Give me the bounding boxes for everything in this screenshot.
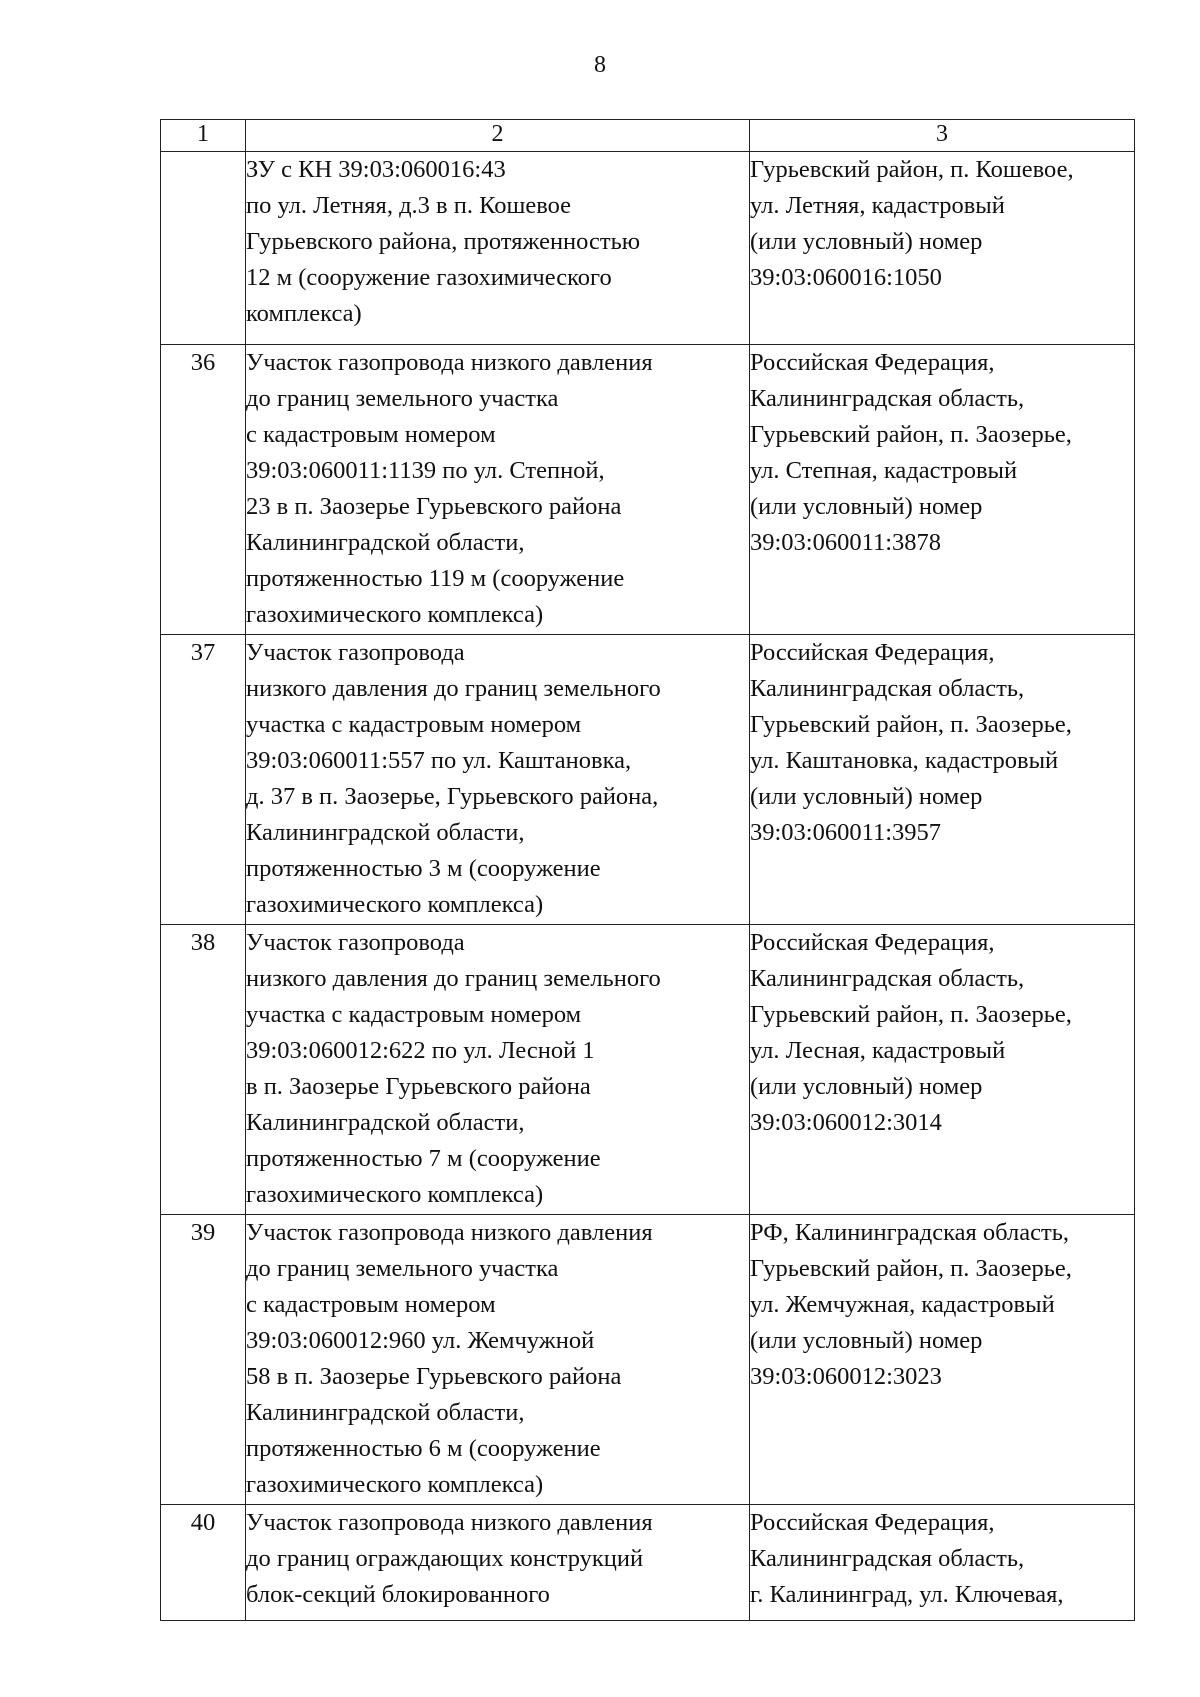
object-address xyxy=(750,345,1135,635)
description-line: 12 м (сооружение газохимического xyxy=(246,264,612,291)
address-line: ул. Лесная, кадастровый xyxy=(750,1037,1006,1064)
address-line: Российская Федерация, xyxy=(750,1509,995,1536)
table-row xyxy=(161,1505,1135,1621)
address-line: (или условный) номер xyxy=(750,228,983,255)
table-row xyxy=(161,152,1135,345)
address-line: Российская Федерация, xyxy=(750,639,995,666)
description-line: ЗУ с КН 39:03:060016:43 xyxy=(246,156,506,183)
address-line: (или условный) номер xyxy=(750,1073,983,1100)
object-address xyxy=(750,635,1135,925)
address-line: ул. Каштановка, кадастровый xyxy=(750,747,1059,774)
address-line: Калининградская область, xyxy=(750,965,1025,992)
object-address xyxy=(750,925,1135,1215)
address-line: РФ, Калининградская область, xyxy=(750,1219,1069,1246)
description-line: газохимического комплекса) xyxy=(246,601,544,628)
description-line: 39:03:060012:622 по ул. Лесной 1 xyxy=(246,1037,595,1064)
description-line: газохимического комплекса) xyxy=(246,891,544,918)
address-line: Гурьевский район, п. Заозерье, xyxy=(750,421,1072,448)
address-line: 39:03:060011:3957 xyxy=(750,819,942,846)
column-header-3: 3 xyxy=(750,120,1135,152)
address-line: Калининградская область, xyxy=(750,385,1025,412)
table-row xyxy=(161,345,1135,635)
address-line: (или условный) номер xyxy=(750,493,983,520)
description-line: до границ земельного участка xyxy=(246,1255,559,1282)
description-line: Участок газопровода xyxy=(246,929,465,956)
row-number: 38 xyxy=(161,925,246,1215)
description-line: Калининградской области, xyxy=(246,529,525,556)
address-line: Калининградская область, xyxy=(750,1545,1025,1572)
row-number: 37 xyxy=(161,635,246,925)
description-line: протяженностью 119 м (сооружение xyxy=(246,565,625,592)
address-line: Российская Федерация, xyxy=(750,929,995,956)
table-row xyxy=(161,635,1135,925)
registry-table xyxy=(160,119,1135,1621)
object-description xyxy=(246,1505,750,1621)
description-line: протяженностью 7 м (сооружение xyxy=(246,1145,601,1172)
description-line: участка с кадастровым номером xyxy=(246,1001,582,1028)
address-line: (или условный) номер xyxy=(750,1327,983,1354)
header-row xyxy=(161,120,1135,152)
address-line: 39:03:060016:1050 xyxy=(750,264,942,291)
address-line: 39:03:060011:3878 xyxy=(750,529,942,556)
description-line: низкого давления до границ земельного xyxy=(246,675,661,702)
description-line: газохимического комплекса) xyxy=(246,1471,544,1498)
address-line: ул. Степная, кадастровый xyxy=(750,457,1018,484)
row-number xyxy=(161,152,246,345)
description-line: газохимического комплекса) xyxy=(246,1181,544,1208)
address-line: ул. Жемчужная, кадастровый xyxy=(750,1291,1055,1318)
address-line: Гурьевский район, п. Заозерье, xyxy=(750,711,1072,738)
description-line: протяженностью 6 м (сооружение xyxy=(246,1435,601,1462)
description-line: 39:03:060012:960 ул. Жемчужной xyxy=(246,1327,595,1354)
column-header-1: 1 xyxy=(161,120,246,152)
description-line: 23 в п. Заозерье Гурьевского района xyxy=(246,493,622,520)
description-line: участка с кадастровым номером xyxy=(246,711,582,738)
address-line: Гурьевский район, п. Заозерье, xyxy=(750,1001,1072,1028)
description-line: 39:03:060011:557 по ул. Каштановка, xyxy=(246,747,632,774)
object-address xyxy=(750,1215,1135,1505)
table-row xyxy=(161,925,1135,1215)
description-line: Калининградской области, xyxy=(246,1399,525,1426)
description-line: комплекса) xyxy=(246,300,362,327)
description-line: Участок газопровода низкого давления xyxy=(246,1219,653,1246)
address-line: Российская Федерация, xyxy=(750,349,995,376)
row-number: 36 xyxy=(161,345,246,635)
object-description xyxy=(246,925,750,1215)
description-line: Участок газопровода xyxy=(246,639,465,666)
table-row xyxy=(161,1215,1135,1505)
address-line: Калининградская область, xyxy=(750,675,1025,702)
description-line: с кадастровым номером xyxy=(246,1291,496,1318)
description-line: Участок газопровода низкого давления xyxy=(246,349,653,376)
description-line: протяженностью 3 м (сооружение xyxy=(246,855,601,882)
description-line: до границ ограждающих конструкций xyxy=(246,1545,644,1572)
address-line: 39:03:060012:3014 xyxy=(750,1109,942,1136)
description-line: 58 в п. Заозерье Гурьевского района xyxy=(246,1363,622,1390)
description-line: Участок газопровода низкого давления xyxy=(246,1509,653,1536)
description-line: блок-секций блокированного xyxy=(246,1581,550,1608)
address-line: Гурьевский район, п. Кошевое, xyxy=(750,156,1074,183)
description-line: 39:03:060011:1139 по ул. Степной, xyxy=(246,457,605,484)
address-line: ул. Летняя, кадастровый xyxy=(750,192,1005,219)
description-line: до границ земельного участка xyxy=(246,385,559,412)
object-description xyxy=(246,152,750,345)
page-number: 8 xyxy=(594,52,606,78)
description-line: Калининградской области, xyxy=(246,1109,525,1136)
description-line: в п. Заозерье Гурьевского района xyxy=(246,1073,591,1100)
object-description xyxy=(246,345,750,635)
row-number: 40 xyxy=(161,1505,246,1621)
description-line: Гурьевского района, протяженностью xyxy=(246,228,641,255)
address-line: 39:03:060012:3023 xyxy=(750,1363,942,1390)
column-header-2: 2 xyxy=(246,120,750,152)
object-address xyxy=(750,152,1135,345)
row-number: 39 xyxy=(161,1215,246,1505)
description-line: с кадастровым номером xyxy=(246,421,496,448)
address-line: г. Калининград, ул. Ключевая, xyxy=(750,1581,1064,1608)
address-line: (или условный) номер xyxy=(750,783,983,810)
object-address xyxy=(750,1505,1135,1621)
description-line: низкого давления до границ земельного xyxy=(246,965,661,992)
description-line: Калининградской области, xyxy=(246,819,525,846)
object-description xyxy=(246,1215,750,1505)
address-line: Гурьевский район, п. Заозерье, xyxy=(750,1255,1072,1282)
object-description xyxy=(246,635,750,925)
description-line: по ул. Летняя, д.3 в п. Кошевое xyxy=(246,192,572,219)
description-line: д. 37 в п. Заозерье, Гурьевского района, xyxy=(246,783,659,810)
